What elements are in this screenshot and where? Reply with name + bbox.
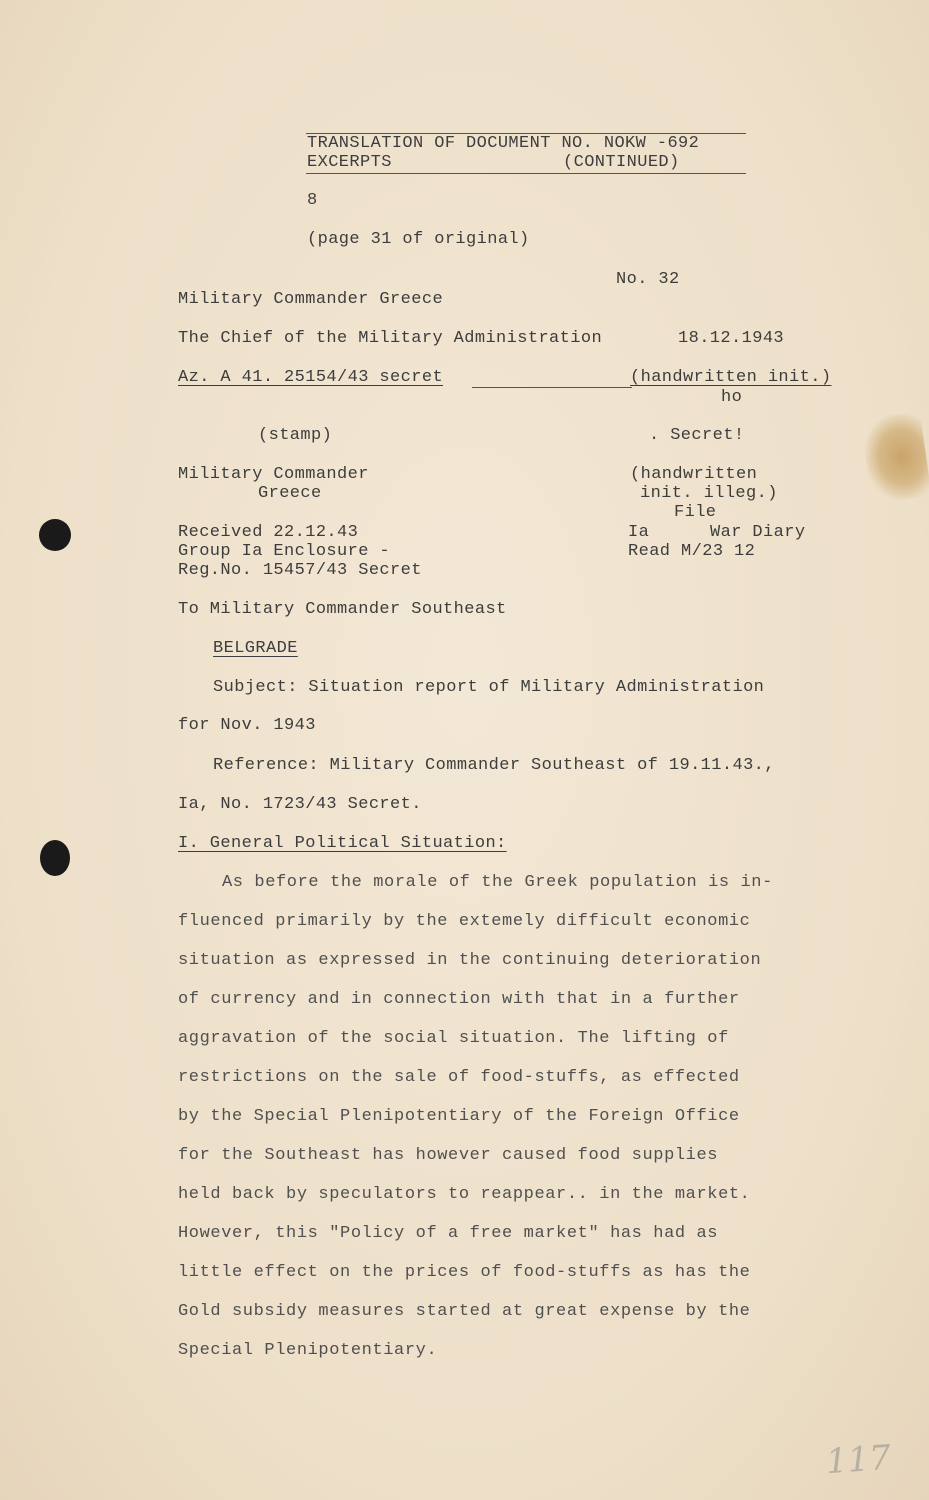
subject-line-2: for Nov. 1943 <box>178 716 316 735</box>
handwritten-right-5: Read M/23 12 <box>628 542 756 561</box>
reference-line-1: Reference: Military Commander Southeast of 19.11.43., <box>213 756 775 775</box>
handwritten-init: (handwritten init.) <box>630 368 832 387</box>
stamp-line-2: Greece <box>258 484 322 503</box>
paragraph-line: However, this "Policy of a free market" has had as <box>178 1224 719 1243</box>
paragraph-line: for the Southeast has however caused food supplies <box>178 1146 719 1165</box>
paragraph-line: by the Special Plenipotentiary of the Foreign Office <box>178 1107 740 1126</box>
letter-number: No. 32 <box>616 270 680 289</box>
recipient-city: BELGRADE <box>213 639 298 658</box>
stamp-line-1: Military Commander <box>178 465 369 484</box>
az-reference: Az. A 41. 25154/43 secret <box>178 368 444 387</box>
paragraph-line: aggravation of the social situation. The lifting of <box>178 1029 729 1048</box>
chief-line: The Chief of the Military Administration <box>178 329 603 348</box>
section-heading: I. General Political Situation: <box>178 834 507 853</box>
stamp-line-5: Reg.No. 15457/43 Secret <box>178 561 422 580</box>
stamp-line-3: Received 22.12.43 <box>178 523 359 542</box>
header-excerpts: EXCERPTS <box>307 153 392 172</box>
header-title: TRANSLATION OF DOCUMENT NO. NOKW -692 <box>307 134 700 153</box>
sender: Military Commander Greece <box>178 290 444 309</box>
handwritten-right-4b: War Diary <box>710 523 806 542</box>
doc-number: 8 <box>307 191 318 210</box>
secret-mark: . Secret! <box>649 426 745 445</box>
header-continued: (CONTINUED) <box>563 153 680 172</box>
paragraph-line: Gold subsidy measures started at great expense by the <box>178 1302 751 1321</box>
punch-hole-bottom <box>40 840 70 876</box>
handwritten-right-1: (handwritten <box>630 465 758 484</box>
header-bottom-rule <box>306 173 746 174</box>
paragraph-line: little effect on the prices of food-stuffs as has the <box>178 1263 751 1282</box>
az-underline <box>472 387 632 388</box>
punch-hole-top <box>39 519 71 551</box>
subject-line-1: Subject: Situation report of Military Administration <box>213 678 765 697</box>
stamp-label: (stamp) <box>258 426 333 445</box>
handwritten-ho: ho <box>721 388 743 407</box>
reference-line-2: Ia, No. 1723/43 Secret. <box>178 795 422 814</box>
paragraph-line: of currency and in connection with that in a further <box>178 990 740 1009</box>
letter-date: 18.12.1943 <box>678 329 785 348</box>
handwritten-page-number: 117 <box>824 1437 893 1483</box>
page-reference: (page 31 of original) <box>307 230 530 249</box>
paragraph-line: held back by speculators to reappear.. in the market. <box>178 1185 751 1204</box>
paragraph-line: As before the morale of the Greek population is in- <box>222 873 773 892</box>
paragraph-line: fluenced primarily by the extemely difficult economic <box>178 912 751 931</box>
handwritten-right-2: init. illeg.) <box>640 484 778 503</box>
recipient: To Military Commander Southeast <box>178 600 507 619</box>
handwritten-right-3: File <box>674 503 717 522</box>
paragraph-line: restrictions on the sale of food-stuffs, as effected <box>178 1068 740 1087</box>
paragraph-line: situation as expressed in the continuing deterioration <box>178 951 762 970</box>
handwritten-right-4a: Ia <box>628 523 650 542</box>
stamp-line-4: Group Ia Enclosure - <box>178 542 391 561</box>
paper-stain <box>860 411 929 504</box>
paragraph-line: Special Plenipotentiary. <box>178 1341 438 1360</box>
